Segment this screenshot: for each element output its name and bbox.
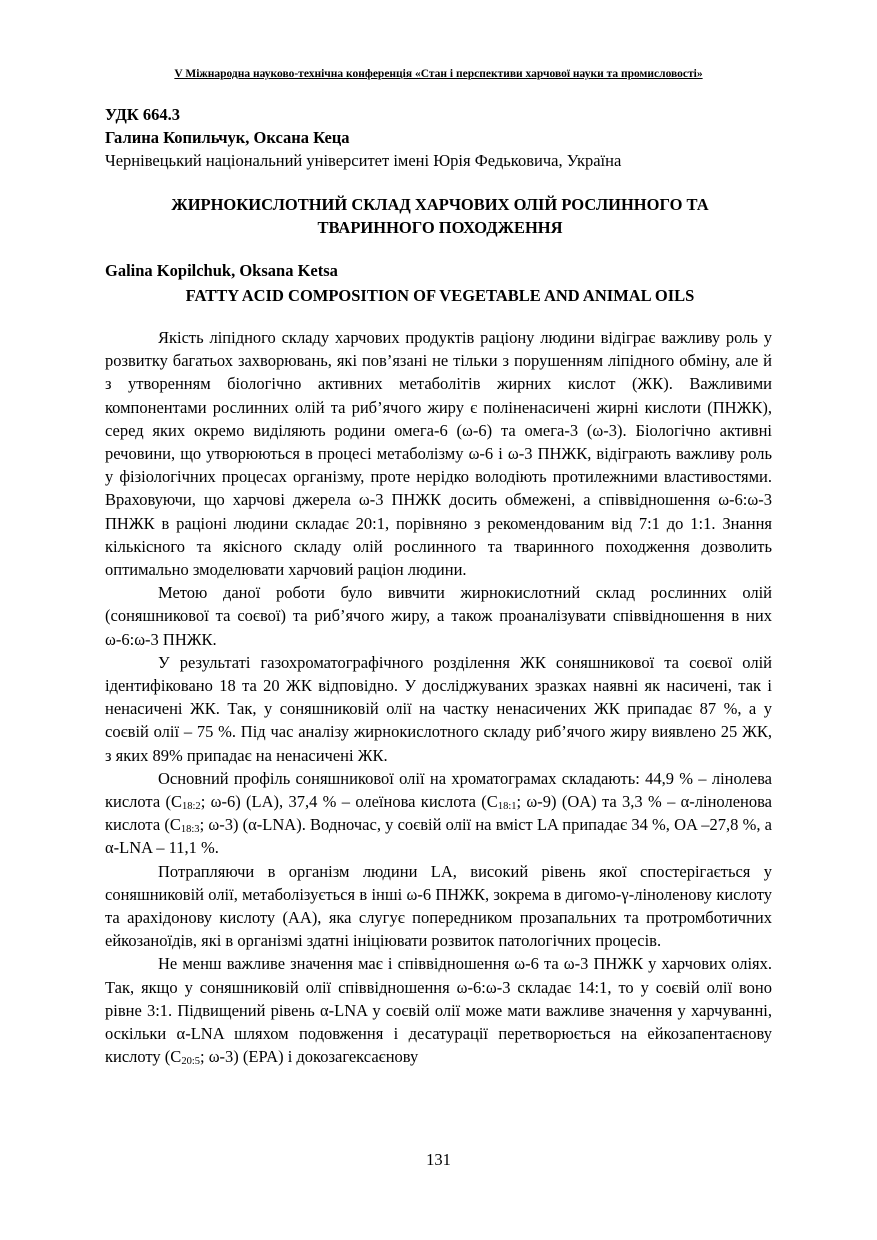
paragraph-4 — [105, 767, 772, 860]
p4-subscript-2: 18:1 — [497, 801, 517, 813]
p6-subscript-1: 20:5 — [181, 1056, 200, 1068]
article-body — [105, 326, 772, 1069]
udc-code: УДК 664.3 — [105, 105, 181, 124]
paragraph-6 — [105, 952, 772, 1068]
running-header: V Міжнародна науково-технічна конференція «Стан і перспективи харчової науки та промисловості» — [174, 68, 703, 80]
paragraph-3: У результаті газохроматографічного розділення ЖК соняшникової та соєвої олій ідентифіковано 18 та 20 ЖК відповідно. У досліджуваних зразках наявні як насичені, так і ненасичені ЖК. Так, у соняшниковій олії на частку ненасичених ЖК припадає 87 %, а у соєвій олії – 75 %. Під час аналізу жирнокислотного складу риб’ячого жиру виявлено 25 ЖК, з яких 89% припадає на ненасичені ЖК. — [105, 652, 772, 765]
p6-text-2: ; ω-3) (EPA) і докозагексаєнову — [199, 1047, 419, 1067]
p4-subscript-1: 18:2 — [182, 801, 201, 813]
paragraph-2: Метою даної роботи було вивчити жирнокислотний склад рослинних олій (соняшникової та соєвої) та риб’ячого жиру, а також проаналізувати співвідношення в них ω-6:ω-3 ПНЖК. — [105, 583, 772, 649]
title-ua-line-2: ТВАРИННОГО ПОХОДЖЕННЯ — [317, 218, 563, 237]
p4-text-3: ; ω-9) (OA) та 3,3 % – α-ліноленова кислота (C — [105, 792, 773, 835]
p4-subscript-3: 18:3 — [180, 824, 200, 836]
paragraph-1: Якість ліпідного складу харчових продуктів раціону людини відіграє важливу роль у розвитку багатьох захворювань, які пов’язані не тільки з порушенням ліпідного обміну, але й з утворенням біологічно активних метаболітів жирних кислот (ЖК). Важливими компонентами рослинних олій та риб’ячого жиру є поліненасичені жирні кислоти (ПНЖК), серед яких окремо виділяють родини омега-6 (ω-6) та омега-3 (ω-3). Біологічно активні речовини, що утворюються в процесі метаболізму ω-6 і ω-3 ПНЖК, відіграють важливу роль у фізіологічних процесах організму, проте нерідко володіють протилежними властивостями. Враховуючи, що харчові джерела ω-3 ПНЖК досить обмежені, а співвідношення ω-6:ω-3 ПНЖК в раціоні людини складає 20:1, порівняно з рекомендованим від 7:1 до 1:1. Знання кількісного та якісного складу олій рослинного та тваринного походження дозволить оптимально змоделювати харчовий раціон людини. — [105, 328, 772, 580]
p4-text-4: ; ω-3) (α-LNA). Водночас, у соєвій олії на вміст LA припадає 34 %, OA –27,8 %, а α-LNA – 11,1 %. — [105, 815, 773, 858]
authors-english: Galina Kopilchuk, Oksana Ketsa — [105, 261, 338, 280]
article-meta — [105, 103, 775, 172]
authors-ua: Галина Копильчук, Оксана Кеца — [105, 128, 350, 147]
p4-text-1: Основний профіль соняшникової олії на хроматограмах складають: 44,9 % – лінолева кислота (C — [105, 768, 772, 812]
affiliation: Чернівецький національний університет імені Юрія Федьковича, Україна — [105, 151, 622, 170]
p4-text-2: ; ω-6) (LA), 37,4 % – олеїнова кислота (C — [200, 792, 498, 812]
page-number: 131 — [426, 1150, 451, 1169]
paragraph-5: Потрапляючи в організм людини LA, високий рівень якої спостерігається у соняшниковій олії, метаболізується в інші ω-6 ПНЖК, зокрема в дигомо-γ-ліноленову кислоту та арахідонову кислоту (AA), яка слугує попередником прозапальних та протромботичних ейкозаноїдів, які в організмі здатні ініціювати розвиток патологічних процесів. — [105, 861, 772, 951]
title-ua-line-1: ЖИРНОКИСЛОТНИЙ СКЛАД ХАРЧОВИХ ОЛІЙ РОСЛИННОГО ТА — [171, 195, 709, 214]
p6-text-1: Не менш важливе значення має і співвідношення ω-6 та ω-3 ПНЖК у харчових оліях. Так, якщо у соняшниковій олії співвідношення ω-6:ω-3 складає 14:1, то у соєвій олії воно рівне 3:1. Підвищений рівень α-LNA у соєвій олії може мати важливе значення у харчуванні, оскільки α-LNA шляхом подовження і десатурації перетворюється на ейкозапентаєнову кислоту (C — [105, 954, 772, 1067]
title-english: FATTY ACID COMPOSITION OF VEGETABLE AND ANIMAL OILS — [185, 286, 695, 305]
title-ukrainian — [105, 193, 775, 239]
